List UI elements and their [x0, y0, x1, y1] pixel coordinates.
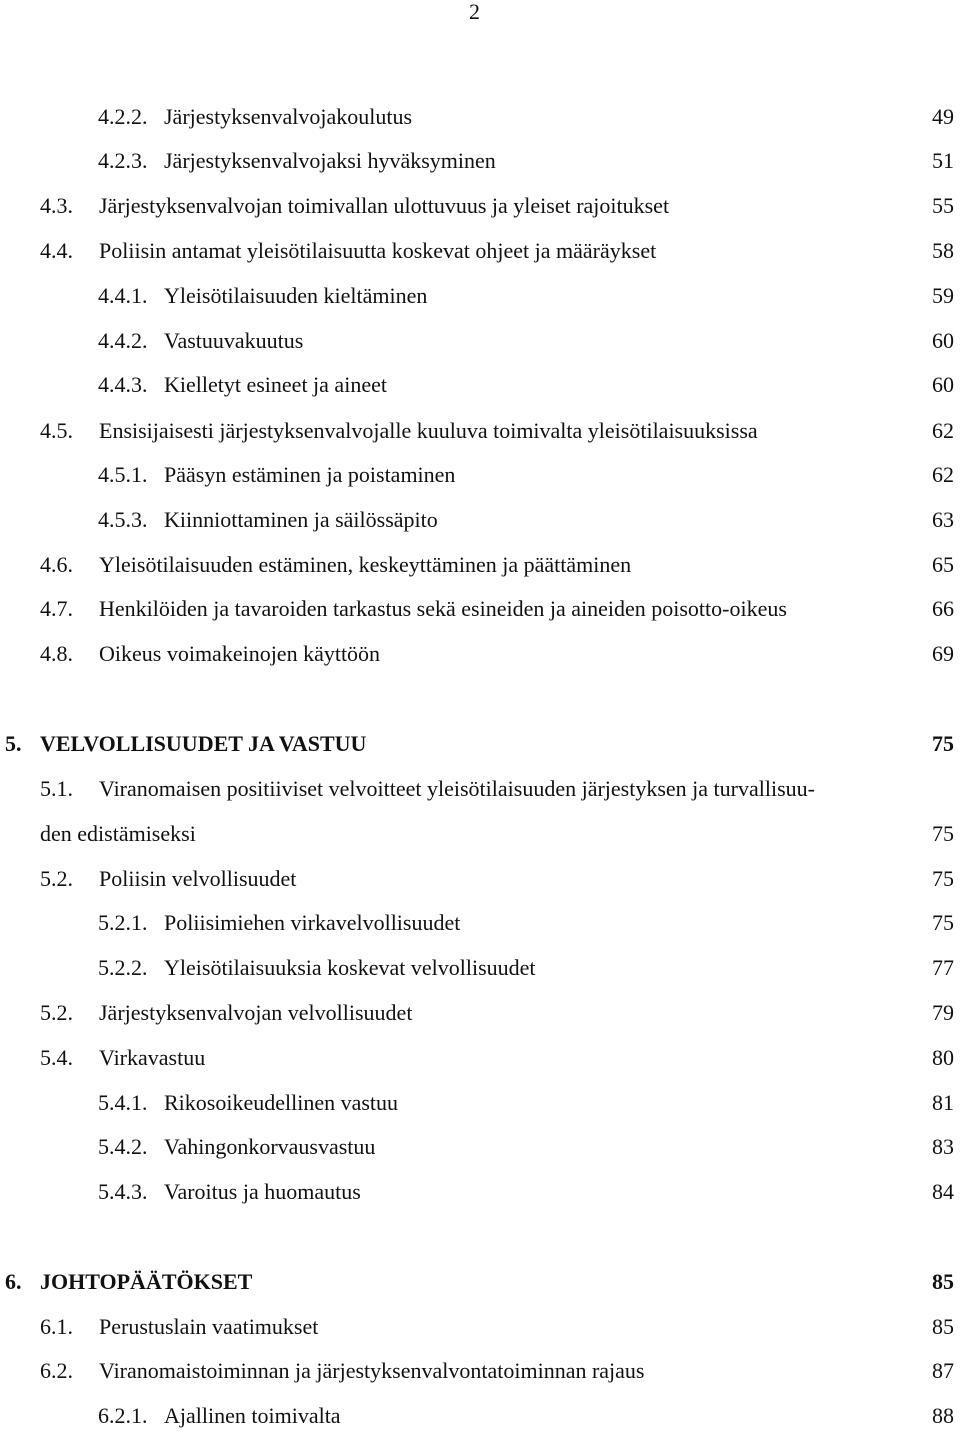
toc-entry-title: Viranomaisen positiiviset velvoitteet yleisötilaisuuden järjestyksen ja turvallisuu- — [99, 776, 815, 801]
toc-entry-page: 80 — [932, 1045, 954, 1070]
toc-entry — [0, 103, 960, 131]
toc-entry — [0, 1178, 960, 1206]
toc-entry-title: Viranomaistoiminnan ja järjestyksenvalvontatoiminnan rajaus — [99, 1358, 645, 1383]
toc-entry — [0, 327, 960, 355]
toc-entry-page: 51 — [932, 148, 954, 173]
toc-entry-number: 6.1. — [40, 1314, 73, 1339]
toc-entry-title: Virkavastuu — [99, 1045, 206, 1070]
toc-entry-number: 4.5. — [40, 418, 73, 443]
toc-entry-page: 75 — [932, 866, 954, 891]
toc-entry-number: 5.2.2. — [98, 955, 148, 980]
toc-entry-title: Kielletyt esineet ja aineet — [164, 372, 387, 397]
toc-entry — [0, 775, 960, 803]
toc-entry-number: 4.5.1. — [98, 462, 148, 487]
toc-entry-page: 49 — [932, 104, 954, 129]
toc-entry-number: 5.2.1. — [98, 910, 148, 935]
toc-entry-number: 4.6. — [40, 552, 73, 577]
toc-entry — [0, 954, 960, 982]
toc-entry — [0, 282, 960, 310]
toc-entry-page: 65 — [932, 552, 954, 577]
toc-chapter-heading — [0, 730, 960, 758]
toc-entry-number: 4.8. — [40, 641, 73, 666]
toc-entry-number: 4.4.3. — [98, 372, 148, 397]
toc-entry — [0, 417, 960, 445]
toc-entry — [0, 999, 960, 1027]
toc-entry — [0, 461, 960, 489]
toc-entry-page: 63 — [932, 507, 954, 532]
toc-entry-title: Poliisin antamat yleisötilaisuutta koskevat ohjeet ja määräykset — [99, 238, 657, 263]
toc-entry-number: 5.4.2. — [98, 1134, 148, 1159]
toc-entry-title: Järjestyksenvalvojan toimivallan ulottuvuus ja yleiset rajoitukset — [99, 193, 670, 218]
toc-entry-title: Yleisötilaisuuden estäminen, keskeyttäminen ja päättäminen — [99, 552, 632, 577]
toc-entry-number: 5. — [5, 731, 22, 756]
toc-entry-title: Pääsyn estäminen ja poistaminen — [164, 462, 456, 487]
toc-entry — [0, 640, 960, 668]
toc-entry-title: Vastuuvakuutus — [164, 328, 304, 353]
toc-entry-page: 88 — [932, 1403, 954, 1428]
toc-entry-title: den edistämiseksi — [40, 821, 196, 846]
toc-entry-title: Poliisimiehen virkavelvollisuudet — [164, 910, 461, 935]
toc-entry-number: 6.2.1. — [98, 1403, 148, 1428]
toc-entry — [0, 865, 960, 893]
toc-entry-title: Ensisijaisesti järjestyksenvalvojalle kuuluva toimivalta yleisötilaisuuksissa — [99, 418, 758, 443]
toc-entry — [0, 551, 960, 579]
toc-entry-title: Poliisin velvollisuudet — [99, 866, 297, 891]
toc-entry-page: 69 — [932, 641, 954, 666]
toc-entry-page: 62 — [932, 418, 954, 443]
toc-entry-title: Järjestyksenvalvojaksi hyväksyminen — [164, 148, 496, 173]
toc-entry — [0, 595, 960, 623]
toc-entry-page: 83 — [932, 1134, 954, 1159]
toc-entry-number: 4.2.3. — [98, 148, 148, 173]
toc-entry-number: 5.4.1. — [98, 1090, 148, 1115]
toc-entry-title: VELVOLLISUUDET JA VASTUU — [40, 731, 367, 756]
toc-entry-title: JOHTOPÄÄTÖKSET — [40, 1269, 253, 1294]
toc-entry — [0, 237, 960, 265]
toc-entry-number: 6. — [5, 1269, 22, 1294]
toc-entry-title: Yleisötilaisuuksia koskevat velvollisuudet — [164, 955, 536, 980]
toc-entry — [0, 909, 960, 937]
toc-entry-number: 4.5.3. — [98, 507, 148, 532]
toc-entry-number: 5.2. — [40, 1000, 73, 1025]
toc-entry-page: 62 — [932, 462, 954, 487]
toc-entry-title: Oikeus voimakeinojen käyttöön — [99, 641, 381, 666]
toc-entry — [0, 371, 960, 399]
toc-entry-title: Varoitus ja huomautus — [164, 1179, 361, 1204]
toc-entry-number: 4.4.2. — [98, 328, 148, 353]
toc-entry-number: 4.3. — [40, 193, 73, 218]
toc-entry-continuation — [0, 820, 960, 848]
toc-entry-page: 60 — [932, 328, 954, 353]
toc-entry-title: Perustuslain vaatimukset — [99, 1314, 319, 1339]
toc-entry-title: Järjestyksenvalvojakoulutus — [164, 104, 413, 129]
toc-entry — [0, 1089, 960, 1117]
toc-entry-page: 79 — [932, 1000, 954, 1025]
toc-entry-page: 60 — [932, 372, 954, 397]
toc-entry-number: 4.2.2. — [98, 104, 148, 129]
toc-entry-number: 5.1. — [40, 776, 73, 801]
toc-entry-number: 5.4.3. — [98, 1179, 148, 1204]
toc-entry-title: Järjestyksenvalvojan velvollisuudet — [99, 1000, 413, 1025]
toc-entry-number: 4.4. — [40, 238, 73, 263]
toc-entry — [0, 1357, 960, 1385]
toc-entry-page: 75 — [932, 731, 954, 756]
page-number: 2 — [469, 0, 480, 24]
toc-entry-title: Vahingonkorvausvastuu — [164, 1134, 376, 1159]
toc-entry — [0, 1402, 960, 1430]
toc-entry-number: 5.2. — [40, 866, 73, 891]
toc-entry-number: 4.4.1. — [98, 283, 148, 308]
toc-entry — [0, 1133, 960, 1161]
toc-entry-title: Ajallinen toimivalta — [164, 1403, 341, 1428]
toc-entry-page: 85 — [932, 1269, 954, 1294]
toc-entry-page: 77 — [932, 955, 954, 980]
toc-entry-page: 58 — [932, 238, 954, 263]
toc-entry-page: 81 — [932, 1090, 954, 1115]
toc-entry-title: Kiinniottaminen ja säilössäpito — [164, 507, 438, 532]
toc-chapter-heading — [0, 1268, 960, 1296]
toc-entry-page: 75 — [932, 910, 954, 935]
toc-entry-title: Henkilöiden ja tavaroiden tarkastus sekä esineiden ja aineiden poisotto-oikeus — [99, 596, 787, 621]
toc-entry-page: 55 — [932, 193, 954, 218]
toc-entry — [0, 1044, 960, 1072]
toc-entry-number: 4.7. — [40, 596, 73, 621]
toc-entry-number: 5.4. — [40, 1045, 73, 1070]
toc-entry — [0, 506, 960, 534]
toc-entry — [0, 1313, 960, 1341]
toc-entry-page: 85 — [932, 1314, 954, 1339]
toc-entry-page: 66 — [932, 596, 954, 621]
toc-entry-page: 87 — [932, 1358, 954, 1383]
toc-entry-title: Yleisötilaisuuden kieltäminen — [164, 283, 428, 308]
toc-entry-page: 75 — [932, 821, 954, 846]
toc-entry — [0, 147, 960, 175]
toc-entry-page: 84 — [932, 1179, 954, 1204]
toc-entry-page: 59 — [932, 283, 954, 308]
toc-entry-title: Rikosoikeudellinen vastuu — [164, 1090, 399, 1115]
toc-entry-number: 6.2. — [40, 1358, 73, 1383]
toc-entry — [0, 192, 960, 220]
